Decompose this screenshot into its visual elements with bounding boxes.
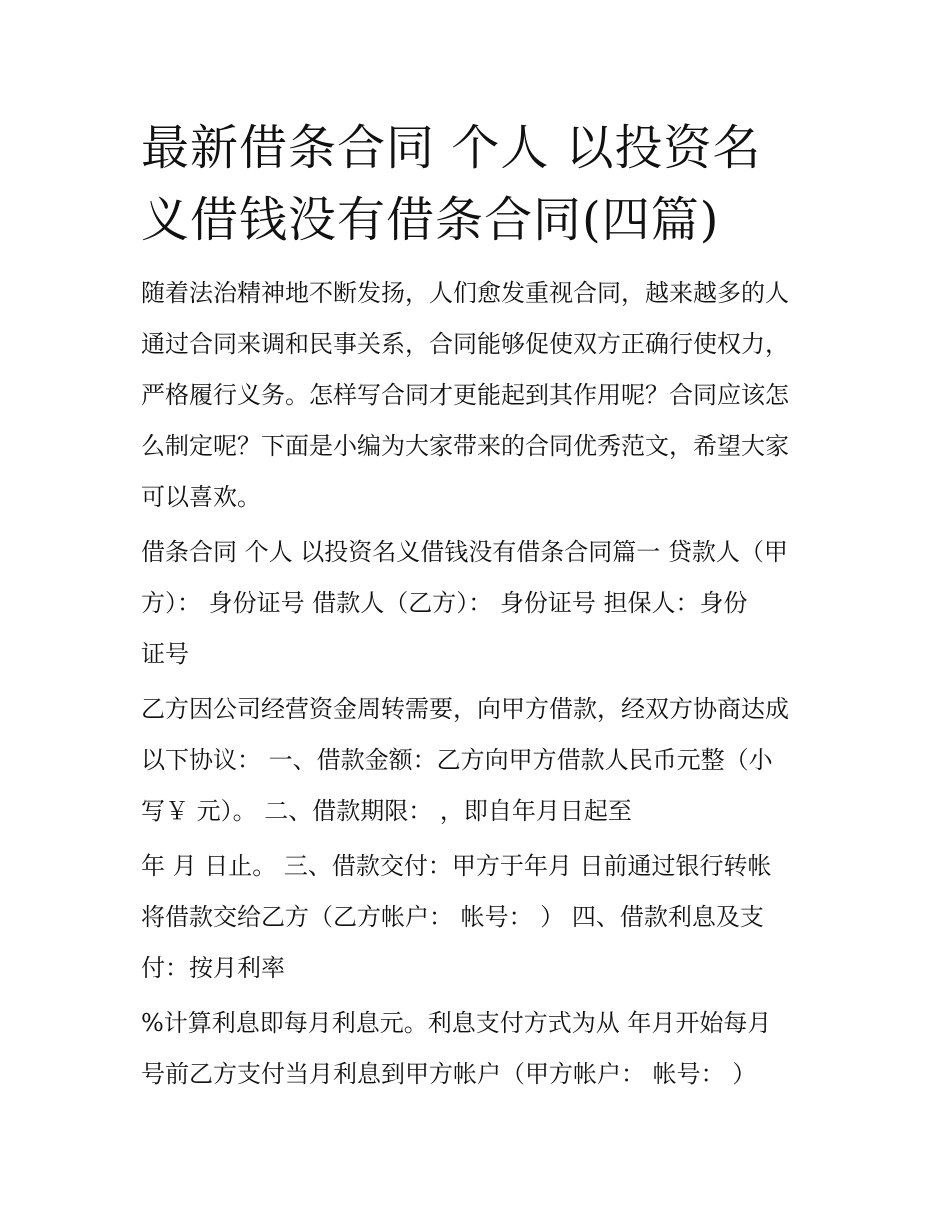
paragraph-parties: [141, 527, 831, 680]
text-line: 乙方因公司经营资金周转需要，向甲方借款，经双方协商达成: [141, 695, 789, 723]
paragraph-agreement: [141, 684, 831, 837]
text-line: 将借款交给乙方（乙方帐户： 帐号： ） 四、借款利息及支: [141, 903, 764, 931]
document-page: [141, 112, 831, 1104]
text-line: 年 月 日止。 三、借款交付：甲方于年月 日前通过银行转帐: [141, 852, 772, 880]
title-line: 义借钱没有借条合同(四篇): [141, 192, 720, 248]
text-line: 随着法治精神地不断发扬，人们愈发重视合同，越来越多的人: [141, 279, 789, 307]
text-line: 方）： 身份证号 借款人（乙方）： 身份证号 担保人：身份: [141, 589, 748, 617]
text-line: 借条合同 个人 以投资名义借钱没有借条合同篇一 贷款人（甲: [141, 538, 788, 566]
paragraph-intro: [141, 268, 831, 523]
document-title: [141, 112, 831, 256]
text-line: 证号: [141, 640, 189, 668]
text-line: 严格履行义务。怎样写合同才更能起到其作用呢？合同应该怎: [141, 381, 789, 409]
paragraph-interest: [141, 998, 831, 1100]
text-line: %计算利息即每月利息元。利息支付方式为从 年月开始每月: [141, 1009, 772, 1037]
text-line: 号前乙方支付当月利息到甲方帐户（甲方帐户： 帐号： ）: [141, 1060, 757, 1088]
text-line: 可以喜欢。: [141, 483, 261, 511]
text-line: 以下协议： 一、借款金额：乙方向甲方借款人民币元整（小: [141, 746, 773, 774]
text-line: 付：按月利率: [141, 954, 285, 982]
paragraph-delivery: [141, 841, 831, 994]
text-line: 写￥ 元）。 二、借款期限： ，即自年月日起至: [141, 797, 632, 825]
text-line: 通过合同来调和民事关系，合同能够促使双方正确行使权力，: [141, 330, 789, 358]
text-line: 么制定呢？下面是小编为大家带来的合同优秀范文，希望大家: [141, 432, 789, 460]
document-body: [141, 268, 831, 1100]
title-line: 最新借条合同 个人 以投资名: [141, 120, 762, 176]
